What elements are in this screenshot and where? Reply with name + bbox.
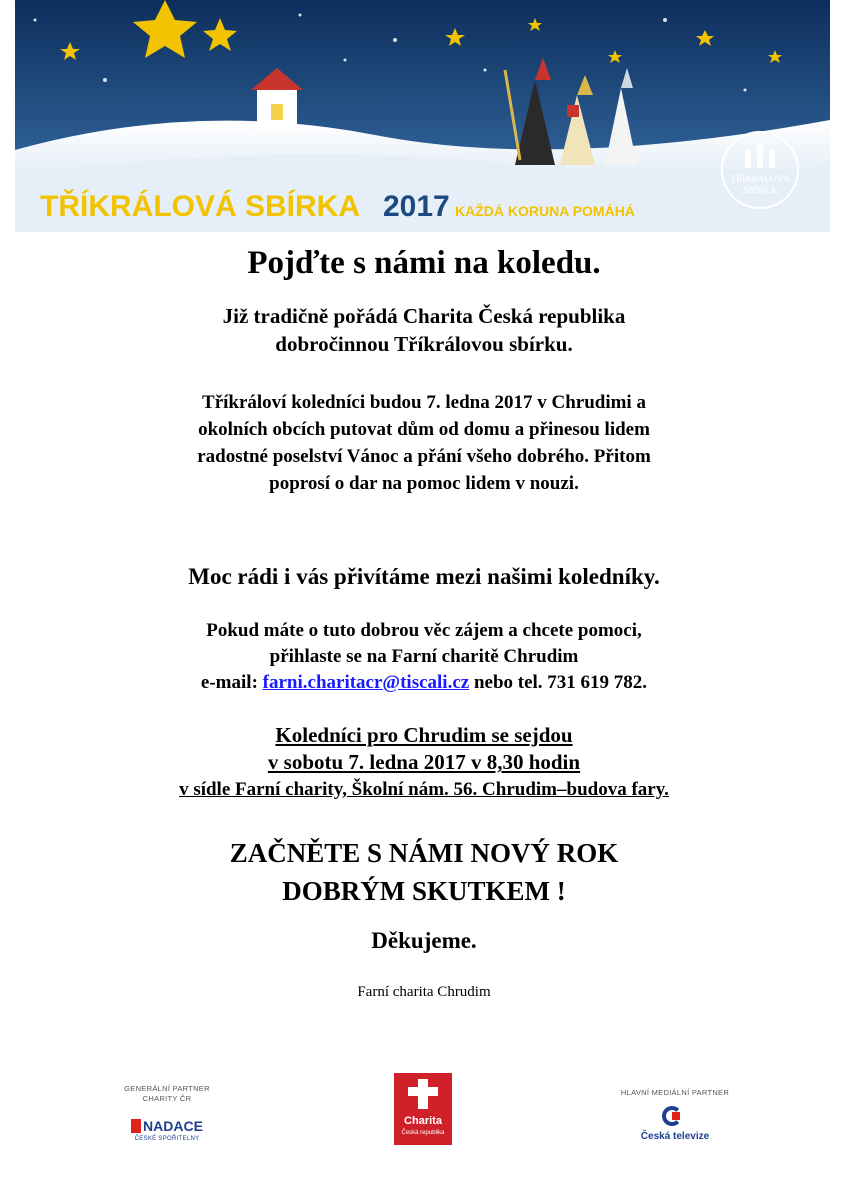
logo-line2: SBÍRKA [743,185,777,195]
meeting-line: v sídle Farní charity, Školní nám. 56. Chrudim–budova fary. [179,779,669,800]
banner-illustration [15,0,830,232]
info-paragraph [0,389,848,497]
info-line: poprosí o dar na pomoc lidem v nouzi. [269,473,579,494]
call-line: DOBRÝM SKUTKEM ! [282,876,566,906]
intro-line: dobročinnou Tříkrálovou sbírku. [275,332,573,356]
ct-logo-text: Česká televize [640,1131,710,1142]
partner-caption: GENERÁLNÍ PARTNER [124,1084,210,1093]
partner-caption: CHARITY ČR [142,1094,192,1103]
partner-charita [394,1073,452,1145]
contact-line: Pokud máte o tuto dobrou věc zájem a chcete pomoci, [206,620,642,641]
ct-logo-icon [660,1106,690,1128]
logo-line1: TŘÍKRÁLOVÁ [730,174,790,184]
info-line: Tříkráloví koledníci budou 7. ledna 2017 v Chrudimi a [202,392,646,413]
nadace-logo [112,1118,222,1134]
charita-logo-name: Charita [404,1115,442,1127]
email-link[interactable]: farni.charitacr@tiscali.cz [262,672,470,693]
cross-icon-bar [408,1087,438,1096]
welcome-heading: Moc rádi i vás přivítáme mezi našimi koledníky. [188,564,660,589]
thanks-text: Děkujeme. [371,928,477,953]
signature: Farní charita Chrudim [357,984,491,1000]
intro-paragraph [0,302,848,358]
meeting-line: v sobotu 7. ledna 2017 v 8,30 hodin [267,750,581,774]
meeting-line: Koledníci pro Chrudim se sejdou [275,723,573,747]
page-heading: Pojďte s námi na koledu. [247,245,601,281]
contact-line-email [0,670,848,696]
nadace-s-icon [131,1119,141,1133]
banner-slogan: KAŽDÁ KORUNA POMÁHÁ [455,203,635,219]
call-to-action [0,834,848,910]
contact-line: přihlaste se na Farní charitě Chrudim [269,646,579,667]
charita-logo [394,1073,452,1145]
partner-nadace [112,1084,222,1144]
intro-line: Již tradičně pořádá Charita Česká republika [222,304,626,328]
contact-paragraph [0,618,848,696]
email-label: e-mail: [200,672,258,693]
partner-caption: HLAVNÍ MEDIÁLNÍ PARTNER [620,1088,730,1097]
charita-logo-sub: Česká republika [401,1130,445,1136]
call-line: ZAČNĚTE S NÁMI NOVÝ ROK [229,838,619,868]
nadace-logo-sub: ČESKÉ SPOŘITELNY [134,1136,200,1142]
header-banner [15,0,830,232]
info-line: radostné poselství Vánoc a přání všeho dobrého. Přitom [197,446,651,467]
info-line: okolních obcích putovat dům od domu a přinesou lidem [198,419,650,440]
nadace-logo-text: NADACE [143,1118,203,1134]
phone-text: nebo tel. 731 619 782. [473,672,648,693]
banner-title: TŘÍKRÁLOVÁ SBÍRKA [40,190,360,223]
banner-year: 2017 [383,190,450,223]
partner-ceska-televize [615,1088,735,1142]
meeting-info [0,722,848,803]
